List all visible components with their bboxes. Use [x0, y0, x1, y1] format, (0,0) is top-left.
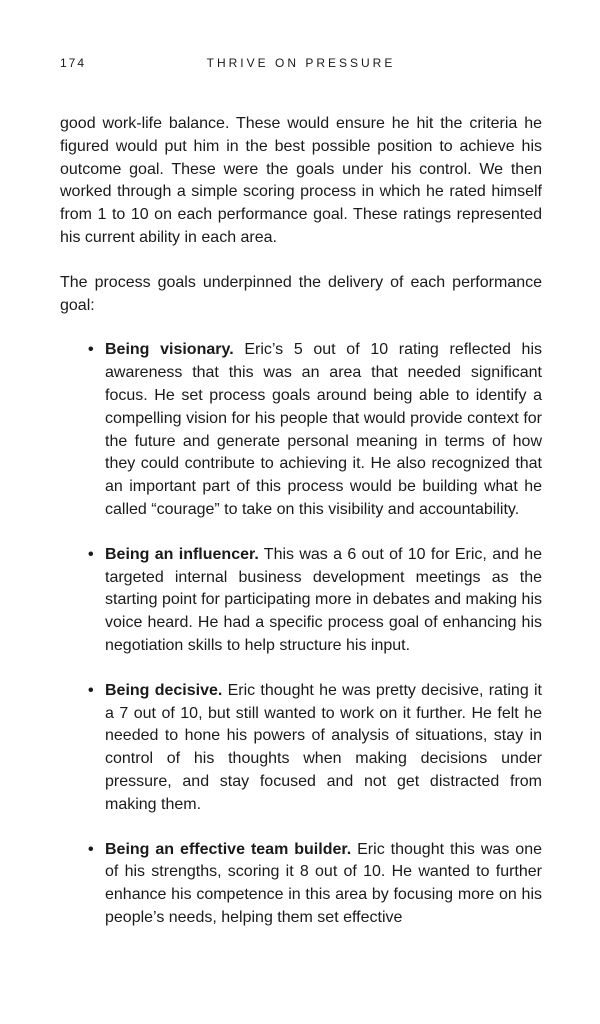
- paragraph: The process goals underpinned the delivery of each performance goal:: [60, 273, 542, 314]
- book-title: THRIVE ON PRESSURE: [206, 56, 396, 70]
- list-item: [105, 839, 542, 930]
- list-item-text: Eric thought this was one of his strengths, scoring it 8 out of 10. He wanted to further enhance his competence in this area by focusing more on his people’s needs, helping them set effective: [105, 840, 542, 926]
- list-item-text: This was a 6 out of 10 for Eric, and he targeted internal business development meetings as the starting point for participating more in debates and making his voice heard. He had a specific process goal of enhancing his negotiation skills to help structure his input.: [105, 545, 542, 654]
- list-item: [105, 339, 542, 521]
- paragraph: good work-life balance. These would ensure he hit the criteria he figured would put him in the best possible position to achieve his outcome goal. These were the goals under his control. We then worked through a simple scoring process in which he rated himself from 1 to 10 on each performance goal. These ratings represented his current ability in each area.: [60, 115, 542, 246]
- running-header: [60, 56, 542, 74]
- process-goals-list: [60, 339, 542, 929]
- body-text: [60, 113, 542, 952]
- list-item: [105, 680, 542, 817]
- list-item-term: Being an influencer.: [105, 545, 259, 563]
- page-number: 174: [60, 56, 87, 70]
- list-item: [105, 544, 542, 658]
- list-item-term: Being an effective team builder.: [105, 840, 352, 858]
- list-item-text: Eric’s 5 out of 10 rating reflected his awareness that this was an area that needed significant focus. He set process goals around being able to identify a compelling vision for his people that would provide context for the future and generate personal meaning in terms of how they could contribute to achieving it. He also recognized that an important part of this process would be building what he called “courage” to take on this visibility and accountability.: [105, 341, 542, 518]
- list-item-term: Being visionary.: [105, 341, 234, 359]
- list-item-term: Being decisive.: [105, 681, 223, 699]
- list-item-text: Eric thought he was pretty decisive, rating it a 7 out of 10, but still wanted to work on it further. He felt he needed to hone his powers of analysis of situations, stay in control of his thoughts when making decisions under pressure, and stay focused and not get distracted from making them.: [105, 681, 542, 813]
